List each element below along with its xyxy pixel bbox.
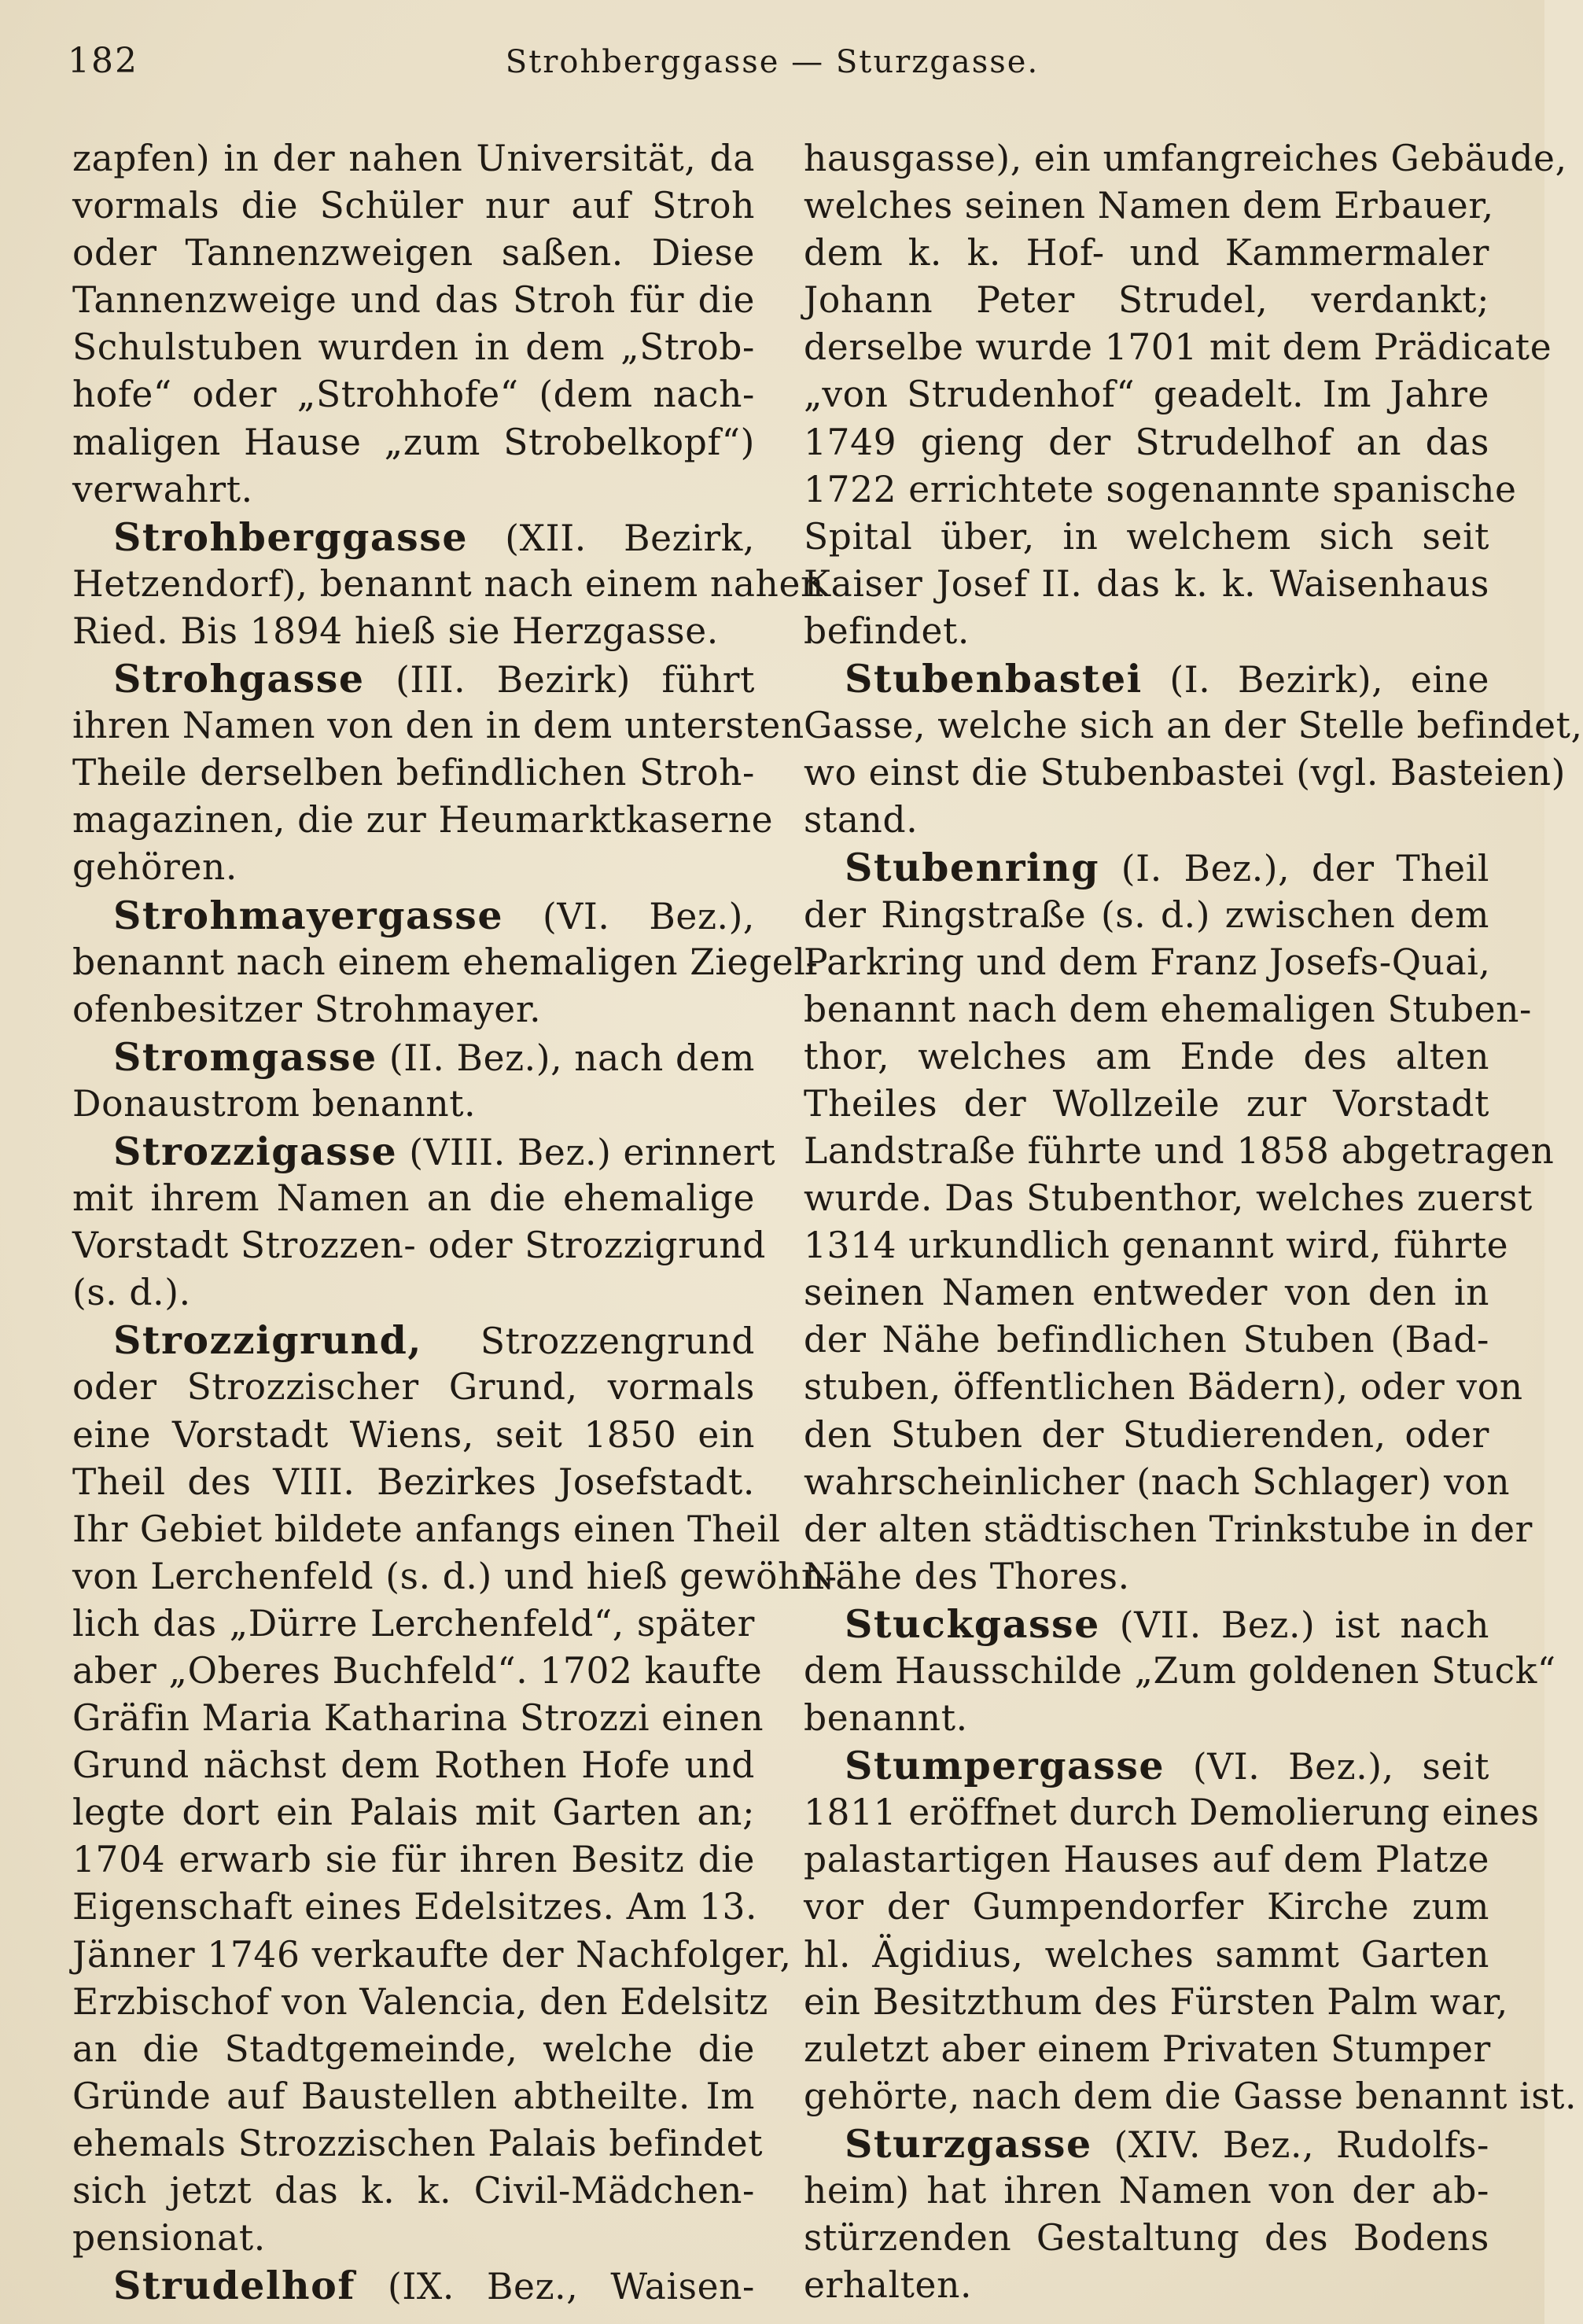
line-text: Eigenschaft eines Edelsitzes. Am 13. [72,1886,758,1928]
text-line [72,2167,755,2215]
line-text: 1811 eröffnet durch Demolierung eines [804,1792,1540,1834]
line-text: Ried. Bis 1894 hieß sie Herzgasse. [72,610,719,652]
line-text: (XIV. Bez., Rudolfs- [1092,2123,1489,2166]
text-line [804,182,1494,230]
text-line [804,324,1552,371]
text-line [804,1695,1489,1742]
line-text: Johann Peter Strudel, verdankt; [804,279,1489,322]
text-line [72,1979,768,2026]
text-line [72,1789,755,1836]
text-line [804,1364,1523,1411]
line-text: an die Stadtgemeinde, welche die [72,2028,755,2070]
line-text: dem k. k. Hof- und Kammermaler [804,232,1489,274]
entry-headword: Stuckgasse [845,1600,1100,1647]
line-text: benannt nach einem ehemaligen Ziegel- [72,941,819,983]
line-text: Parkring und dem Franz Josefs-Quai, [804,941,1491,983]
line-text: derselbe wurde 1701 mit dem Prädicate [804,326,1552,369]
text-line [804,1269,1489,1317]
text-line [72,1600,755,1648]
text-line [72,182,755,230]
entry-headword: Strohgasse [113,656,365,702]
text-line [804,514,1489,561]
line-text: maligen Hause „zum Strobelkopf“) [72,421,755,463]
line-text: dem Hausschilde „Zum goldenen Stuck“ [804,1650,1556,1692]
line-text: Gasse, welche sich an der Stelle befindet, [804,705,1583,747]
text-line [72,1364,755,1411]
text-line [804,466,1517,514]
line-text: der alten städtischen Trinkstube in der [804,1508,1533,1550]
line-text: wo einst die Stubenbastei (vgl. Basteien) [804,752,1566,794]
line-text: Strozzengrund [422,1320,755,1363]
line-text: (VII. Bez.) ist nach [1099,1604,1489,1646]
text-line [804,2262,1489,2309]
line-text: Vorstadt Strozzen- oder Strozzigrund [72,1225,767,1267]
line-text: 1704 erwarb sie für ihren Besitz die [72,1839,755,1881]
text-line [72,2120,764,2167]
text-line [804,1553,1489,1600]
text-line [804,2073,1577,2120]
text-line [72,749,755,797]
line-text: 1314 urkundlich genannt wird, führte [804,1225,1509,1267]
text-line [72,939,819,986]
text-line [72,1222,767,1269]
entry-first-line [72,514,755,561]
line-text: ofenbesitzer Strohmayer. [72,988,542,1030]
line-text: stürzenden Gestaltung des Bodens [804,2217,1489,2260]
line-text: oder Tannenzweigen saßen. Diese [72,232,755,274]
entry-first-line [72,892,755,939]
line-text: (I. Bezirk), eine [1142,659,1489,702]
line-text: pensionat. [72,2217,266,2260]
text-line [72,1648,763,1695]
line-text: hl. Ägidius, welches sammt Garten [804,1933,1489,1976]
text-line [804,608,1489,655]
text-line [804,797,1489,844]
text-line [72,561,824,608]
line-text: zapfen) in der nahen Universität, da [72,138,755,179]
line-text: aber „Oberes Buchfeld“. 1702 kaufte [72,1650,763,1692]
line-text: gehörte, nach dem die Gasse benannt ist. [804,2075,1577,2117]
line-text: Ihr Gebiet bildete anfangs einen Theil [72,1508,781,1550]
entry-headword: Stubenbastei [845,656,1143,702]
entry-headword: Strohberggasse [113,514,469,560]
entry-first-line [72,655,755,702]
line-text: 1749 gieng der Strudelhof an das [804,421,1489,463]
text-line [804,892,1489,939]
line-text: benannt. [804,1697,968,1740]
text-line [72,1932,792,1979]
entry-first-line [804,844,1489,891]
line-text: stuben, öffentlichen Bädern), oder von [804,1366,1523,1409]
entry-first-line [72,2262,755,2309]
line-text: Gründe auf Baustellen abtheilte. Im [72,2075,755,2117]
line-text: wurde. Das Stubenthor, welches zuerst [804,1177,1533,1220]
entry-headword: Strudelhof [113,2263,355,2309]
line-text: heim) hat ihren Namen von der ab- [804,2170,1489,2212]
text-line [804,939,1489,986]
line-text: (s. d.). [72,1272,191,1314]
text-line [804,1459,1511,1506]
line-text: Theiles der Wollzeile zur Vorstadt [804,1082,1489,1125]
line-text: Landstraße führte und 1858 abgetragen [804,1129,1555,1172]
entry-headword: Stumpergasse [845,1743,1165,1789]
line-text: Gräfin Maria Katharina Strozzi einen [72,1697,764,1740]
line-text: hofe“ oder „Strohhofe“ (dem nach- [72,374,755,416]
text-line [804,1789,1540,1836]
running-head: Strohberggasse — Sturzgasse. [505,44,1040,80]
text-line [72,2073,755,2120]
line-text: Kaiser Josef II. das k. k. Waisenhaus [804,562,1489,605]
text-line [804,1836,1489,1884]
line-text: (XII. Bezirk, [468,517,755,559]
text-line [804,749,1566,797]
text-line [804,1648,1556,1695]
text-line [72,986,755,1033]
text-line [72,1175,755,1222]
text-line [72,1081,755,1128]
text-line [72,702,804,749]
line-text: Donaustrom benannt. [72,1082,477,1125]
text-line [72,1884,758,1931]
line-text: Theile derselben befindlichen Stroh- [72,752,755,794]
text-line [804,702,1583,749]
text-line [804,986,1533,1033]
line-text: Grund nächst dem Rothen Hofe und [72,1744,755,1787]
text-line [72,419,755,466]
line-text: der Ringstraße (s. d.) zwischen dem [804,893,1489,936]
text-line [804,1128,1555,1175]
line-text: thor, welches am Ende des alten [804,1035,1489,1077]
line-text: oder Strozzischer Grund, vormals [72,1366,755,1409]
text-line [72,277,755,324]
line-text: palastartigen Hauses auf dem Platze [804,1839,1489,1881]
entry-headword: Strohmayergasse [113,892,504,938]
line-text: Spital über, in welchem sich seit [804,515,1489,558]
text-line [804,1884,1489,1931]
line-text: Schulstuben wurden in dem „Strob- [72,326,755,369]
text-line [72,1836,755,1884]
line-text: vormals die Schüler nur auf Stroh [72,185,755,227]
entry-first-line [804,1742,1489,1789]
text-line [804,1317,1489,1364]
text-line [804,135,1567,182]
line-text: Theil des VIII. Bezirkes Josefstadt. [72,1460,755,1503]
entry-first-line [804,655,1489,702]
line-text: Jänner 1746 verkaufte der Nachfolger, [72,1933,792,1976]
line-text: Nähe des Thores. [804,1555,1130,1597]
line-text: seinen Namen entweder von den in [804,1272,1489,1314]
line-text: eine Vorstadt Wiens, seit 1850 ein [72,1413,755,1456]
text-line [804,2215,1489,2262]
entry-headword: Strozzigasse [113,1128,398,1174]
line-text: (I. Bez.), der Theil [1099,848,1489,890]
line-text: sich jetzt das k. k. Civil-Mädchen- [72,2170,755,2212]
line-text: „von Strudenhof“ geadelt. Im Jahre [804,374,1489,416]
line-text: legte dort ein Palais mit Garten an; [72,1792,755,1834]
line-text: benannt nach dem ehemaligen Stuben- [804,988,1533,1030]
line-text: stand. [804,799,919,842]
line-text: den Stuben der Studierenden, oder [804,1413,1489,1456]
text-line [804,1081,1489,1128]
left-column [72,135,838,2309]
entry-headword: Sturzgasse [845,2120,1092,2167]
page-header [68,41,1477,96]
entry-headword: Stubenring [845,845,1100,891]
text-line [72,1553,838,1600]
entry-first-line [804,1600,1489,1648]
line-text: (VIII. Bez.) erinnert [397,1131,776,1173]
line-text: zuletzt aber einem Privaten Stumper [804,2028,1491,2070]
text-line [804,1979,1508,2026]
text-line [72,2026,755,2073]
text-line [72,466,755,514]
text-line [804,1222,1509,1269]
text-line [804,1412,1489,1459]
line-text: (II. Bez.), nach dem [377,1037,755,1079]
line-text: (VI. Bez.), seit [1165,1746,1489,1788]
line-text: der Nähe befindlichen Stuben (Bad- [804,1319,1489,1361]
text-line [804,1033,1489,1081]
text-line [72,2215,755,2262]
text-line [72,1695,764,1742]
line-text: (VI. Bez.), [503,895,755,937]
line-text: ihren Namen von den in dem untersten [72,705,804,747]
line-text: verwahrt. [72,468,253,510]
line-text: ehemals Strozzischen Palais befindet [72,2122,764,2164]
line-text: Tannenzweige und das Stroh für die [72,279,755,322]
text-line [72,1459,755,1506]
line-text: (IX. Bez., Waisen- [355,2266,755,2308]
text-line [72,1506,781,1553]
text-line [72,797,774,844]
text-line [72,608,755,655]
entry-first-line [72,1317,755,1364]
entry-headword: Stromgasse [113,1033,377,1080]
line-text: 1722 errichtete sogenannte spanische [804,468,1517,510]
text-line [72,844,755,891]
line-text: wahrscheinlicher (nach Schlager) von [804,1460,1511,1503]
entry-first-line [72,1033,755,1081]
line-text: magazinen, die zur Heumarktkaserne [72,799,774,842]
text-line [72,1269,755,1317]
text-line [72,371,755,418]
entry-headword: Strozzigrund, [113,1317,422,1364]
text-line [804,1175,1533,1222]
right-column [804,135,1583,2309]
line-text: hausgasse), ein umfangreiches Gebäude, [804,138,1567,179]
line-text: Erzbischof von Valencia, den Edelsitz [72,1980,768,2023]
text-line [72,135,755,182]
line-text: von Lerchenfeld (s. d.) und hieß gewöhn- [72,1555,838,1597]
entry-first-line [72,1128,776,1175]
text-line [72,230,755,277]
text-line [72,324,755,371]
text-line [804,1506,1533,1553]
text-line [72,1412,755,1459]
line-text: lich das „Dürre Lerchenfeld“, später [72,1602,755,1644]
line-text: gehören. [72,846,237,889]
line-text: (III. Bezirk) führt [364,659,755,702]
text-line [804,419,1489,466]
line-text: vor der Gumpendorfer Kirche zum [804,1886,1489,1928]
line-text: mit ihrem Namen an die ehemalige [72,1177,755,1220]
page-number: 182 [68,41,138,81]
text-line [72,1742,755,1789]
text-line [804,2167,1489,2215]
line-text: erhalten. [804,2264,973,2307]
line-text: befindet. [804,610,970,652]
line-text: welches seinen Namen dem Erbauer, [804,185,1494,227]
text-line [804,1932,1489,1979]
line-text: Hetzendorf), benannt nach einem nahen [72,562,824,605]
text-line [804,230,1489,277]
text-line [804,2026,1489,2073]
text-line [804,277,1489,324]
line-text: ein Besitzthum des Fürsten Palm war, [804,1980,1508,2023]
entry-first-line [804,2120,1489,2167]
text-line [804,561,1489,608]
text-line [804,371,1489,418]
